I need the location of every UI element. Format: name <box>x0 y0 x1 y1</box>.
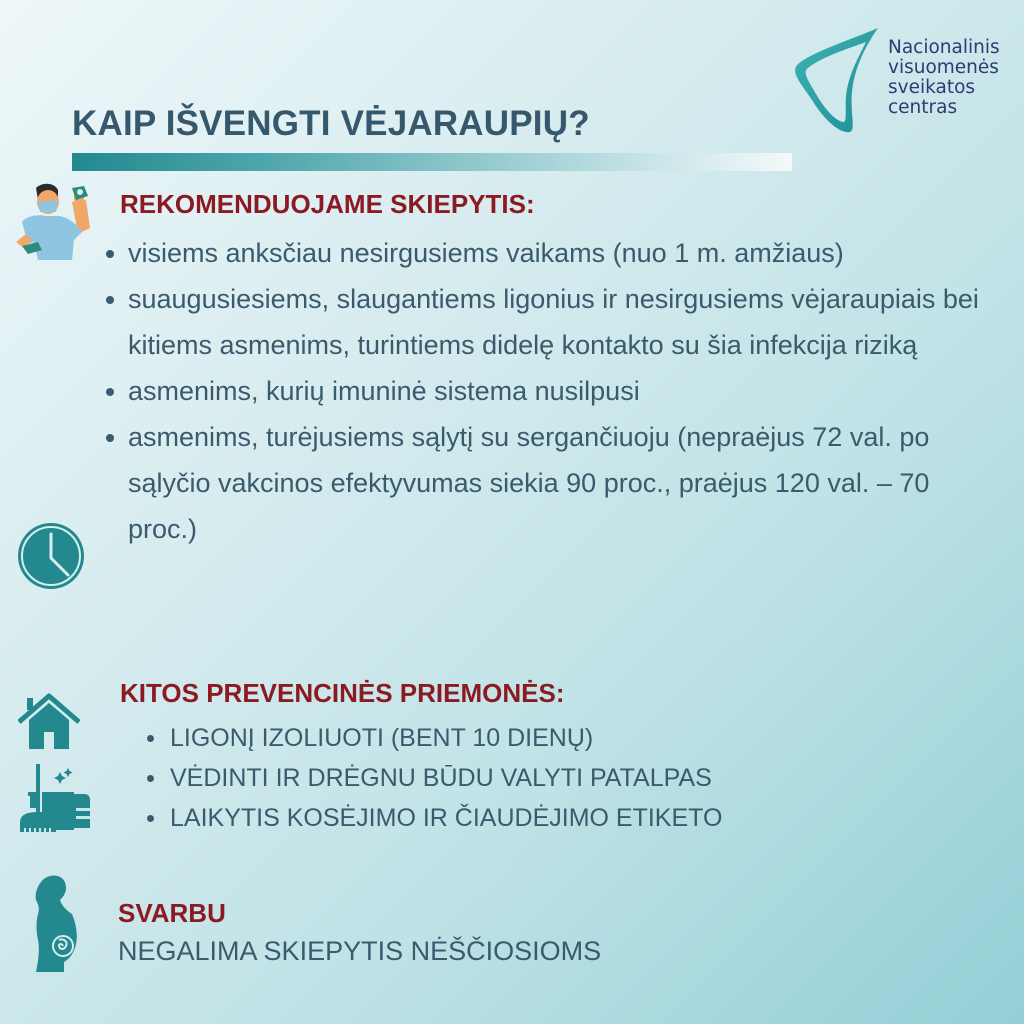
list-item-text: VĖDINTI IR DRĖGNU BŪDU VALYTI PATALPAS <box>170 764 712 792</box>
list-item <box>128 414 988 552</box>
bullet <box>147 735 154 742</box>
list-item <box>128 230 988 276</box>
cleaning-icon <box>18 764 92 838</box>
list-item <box>128 368 988 414</box>
bullet <box>147 815 154 822</box>
bullet <box>147 775 154 782</box>
list-item-text: asmenims, kurių imuninė sistema nusilpusi <box>128 376 640 406</box>
list-item-text: visiems anksčiau nesirgusiems vaikams (nuo 1 m. amžiaus) <box>128 238 844 268</box>
list-item-text: LAIKYTIS KOSĖJIMO IR ČIAUDĖJIMO ETIKETO <box>170 804 723 832</box>
house-icon <box>18 692 80 752</box>
pregnant-woman-icon <box>32 874 78 974</box>
prevention-list <box>170 718 722 838</box>
list-item <box>128 276 988 368</box>
section-heading-vaccinate: REKOMENDUOJAME SKIEPYTIS: <box>120 189 535 219</box>
section-heading-prevention: KITOS PREVENCINĖS PRIEMONĖS: <box>120 678 565 708</box>
list-item <box>170 718 722 758</box>
bullet <box>106 296 114 304</box>
logo-line: centras <box>888 97 958 118</box>
clock-icon <box>17 522 85 590</box>
title-underline-bar <box>72 153 792 171</box>
organization-name <box>888 38 1000 118</box>
list-item-text: LIGONĮ IZOLIUOTI (BENT 10 DIENŲ) <box>170 724 594 752</box>
list-item <box>170 758 722 798</box>
logo-line: visuomenės <box>888 57 999 78</box>
bullet <box>106 250 114 258</box>
list-item-text: asmenims, turėjusiems sąlytį su sergančiuoju (nepraėjus 72 val. po sąlyčio vakcinos efektyvumas siekia 90 proc., praėjus 120 val. – 70 proc.) <box>128 422 930 544</box>
logo-line: Nacionalinis <box>888 37 1000 58</box>
nvsc-logo-icon <box>790 22 885 142</box>
logo-line: sveikatos <box>888 77 976 98</box>
bullet <box>106 434 114 442</box>
section-heading-important: SVARBU <box>118 898 226 928</box>
list-item <box>170 798 722 838</box>
important-note: NEGALIMA SKIEPYTIS NĖŠČIOSIOMS <box>118 936 602 966</box>
list-item-text: suaugusiesiems, slaugantiems ligonius ir nesirgusiems vėjaraupiais bei kitiems asmenims, turintiems didelę kontakto su šia infekcija riziką <box>128 284 979 360</box>
doctor-vaccine-icon <box>8 182 100 266</box>
vaccinate-list <box>128 230 988 552</box>
bullet <box>106 388 114 396</box>
page-title: KAIP IŠVENGTI VĖJARAUPIŲ? <box>72 104 590 143</box>
